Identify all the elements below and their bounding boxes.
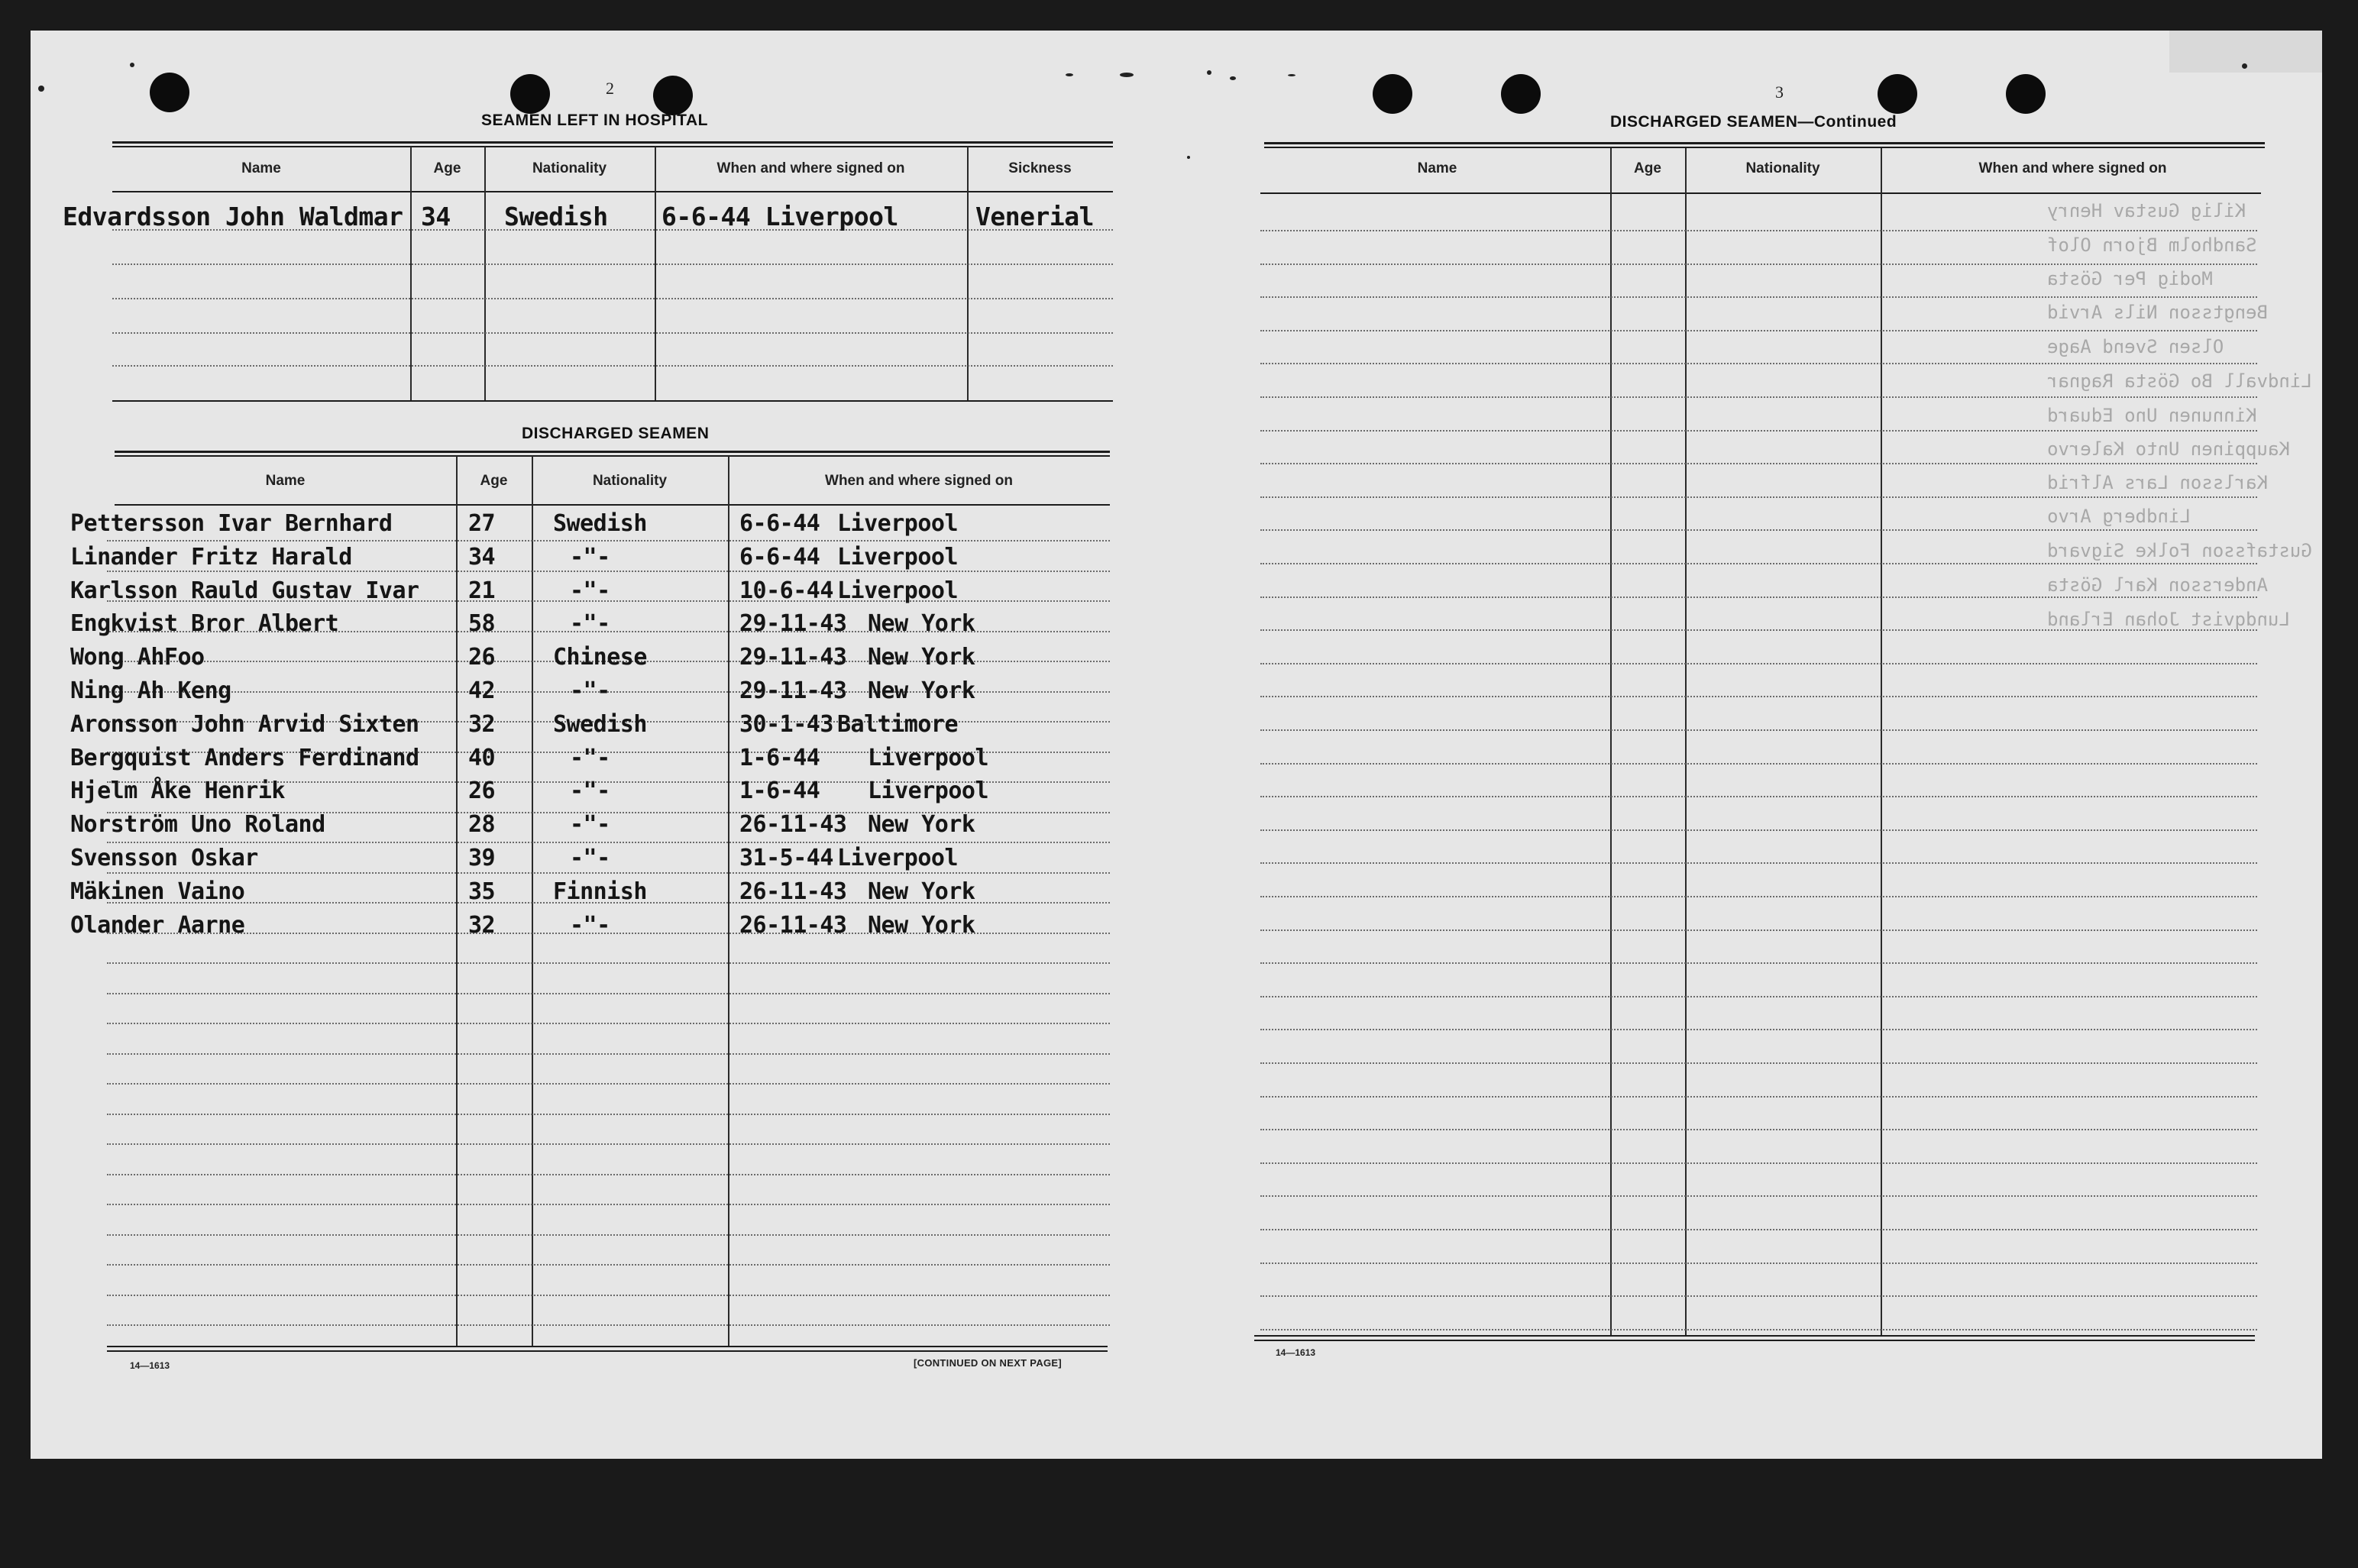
discharged-row-line: [107, 993, 1110, 994]
discharged-place-cell: Liverpool: [837, 845, 959, 871]
hospital-row-line: [112, 365, 1113, 367]
discharged-date-cell: 6-6-44: [739, 510, 820, 537]
right-row-line: [1260, 696, 2257, 697]
hospital-col-divider: [484, 147, 486, 400]
discharged-nationality-cell: Chinese: [553, 644, 647, 671]
dust-speck: [1066, 73, 1073, 76]
right-row-line: [1260, 1329, 2257, 1330]
right-row-line: [1260, 1229, 2257, 1230]
discharged-col-divider: [456, 456, 458, 1346]
discharged-place-cell: Liverpool: [837, 543, 959, 571]
right-row-line: [1260, 1262, 2257, 1264]
discharged-row-line: [107, 1114, 1110, 1115]
discharged-row-line: [107, 1295, 1110, 1296]
discharged-row-line: [107, 1234, 1110, 1236]
hospital-age-cell: 34: [421, 202, 451, 231]
discharged-row-line: [107, 872, 1110, 874]
hospital-section-title: SEAMEN LEFT IN HOSPITAL: [481, 112, 708, 129]
right-row-line: [1260, 929, 2257, 931]
discharged-row-line: [107, 1083, 1110, 1085]
binder-hole: [510, 74, 550, 114]
discharged-name-cell: Ning Ah Keng: [70, 677, 231, 704]
dust-speck: [1207, 70, 1211, 75]
hospital-bottom-rule: [112, 400, 1113, 402]
binder-hole: [2006, 74, 2046, 114]
left-form-number: 14—1613: [130, 1360, 170, 1371]
right-row-line: [1260, 829, 2257, 831]
discharged-row-line: [107, 540, 1110, 542]
discharged-name-cell: Linander Fritz Harald: [70, 543, 352, 571]
discharged-nationality-cell: -"-: [570, 845, 610, 871]
right-row-line: [1260, 896, 2257, 897]
discharged-row-line: [107, 1264, 1110, 1266]
dust-speck: [38, 86, 44, 92]
dust-speck: [130, 63, 134, 67]
discharged-col-divider: [532, 456, 533, 1346]
discharged-date-cell: 26-11-43: [739, 878, 847, 905]
right-header-age: Age: [1634, 160, 1661, 176]
discharged-nationality-cell: -"-: [570, 610, 610, 638]
discharged-place-cell: New York: [868, 911, 975, 939]
right-row-line: [1260, 1162, 2257, 1164]
right-row-line: [1260, 1029, 2257, 1030]
discharged-place-cell: Liverpool: [837, 510, 959, 537]
discharged-place-cell: Baltimore: [837, 710, 959, 738]
discharged-section-title: DISCHARGED SEAMEN: [522, 425, 710, 442]
right-page-number: 3: [1775, 82, 1784, 102]
bleed-through-text: Bengtsson Nils Arvid: [2047, 302, 2268, 323]
discharged-age-cell: 26: [468, 644, 496, 671]
right-row-line: [1260, 1129, 2257, 1130]
right-row-line: [1260, 596, 2257, 598]
hospital-header-age: Age: [433, 160, 461, 176]
hospital-row-line: [112, 332, 1113, 334]
binder-hole: [653, 76, 693, 115]
discharged-place-cell: New York: [868, 610, 975, 638]
discharged-name-cell: Pettersson Ivar Bernhard: [70, 510, 393, 537]
right-row-line: [1260, 296, 2257, 298]
discharged-age-cell: 58: [468, 610, 496, 638]
left-page-number: 2: [606, 79, 614, 98]
right-row-line: [1260, 663, 2257, 664]
discharged-nationality-cell: -"-: [570, 677, 610, 704]
hospital-header-signed-on: When and where signed on: [716, 160, 905, 176]
right-row-line: [1260, 1195, 2257, 1197]
bleed-through-text: Kilig Gustav Henry: [2047, 200, 2246, 221]
bleed-through-text: Lindberg Arvo: [2047, 506, 2191, 527]
dust-speck: [1288, 74, 1295, 76]
right-col-divider: [1610, 148, 1612, 1335]
discharged-nationality-cell: -"-: [570, 811, 610, 839]
hospital-row-line: [112, 263, 1113, 265]
right-row-line: [1260, 862, 2257, 864]
discharged-name-cell: Hjelm Åke Henrik: [70, 778, 285, 805]
right-row-line: [1260, 996, 2257, 997]
right-row-line: [1260, 563, 2257, 564]
discharged-name-cell: Norström Uno Roland: [70, 811, 325, 839]
right-row-line: [1260, 1295, 2257, 1297]
hospital-sickness-cell: Venerial: [975, 202, 1094, 231]
discharged-place-cell: Liverpool: [868, 744, 989, 771]
discharged-age-cell: 39: [468, 845, 496, 871]
discharged-name-cell: Wong AhFoo: [70, 644, 205, 671]
right-header-rule: [1260, 192, 2261, 194]
hospital-top-rule-2: [112, 146, 1113, 147]
discharged-col-divider: [728, 456, 729, 1346]
binder-hole: [1501, 74, 1541, 114]
right-row-line: [1260, 463, 2257, 464]
bleed-through-text: Kauppinen Unto Kalervo: [2047, 438, 2290, 460]
right-row-line: [1260, 430, 2257, 432]
right-section-title: DISCHARGED SEAMEN—Continued: [1610, 113, 1897, 131]
hospital-signed-on-cell: 6-6-44 Liverpool: [661, 202, 898, 231]
right-top-rule-2: [1264, 147, 2265, 148]
discharged-place-cell: New York: [868, 878, 975, 905]
right-col-divider: [1685, 148, 1687, 1335]
discharged-date-cell: 29-11-43: [739, 610, 847, 638]
bleed-through-text: Modig Per Gösta: [2047, 268, 2213, 289]
discharged-top-rule: [115, 451, 1110, 453]
discharged-nationality-cell: Swedish: [553, 710, 647, 738]
right-row-line: [1260, 1062, 2257, 1064]
right-bottom-rule-2: [1254, 1340, 2255, 1341]
right-row-line: [1260, 962, 2257, 964]
discharged-place-cell: New York: [868, 677, 975, 704]
continued-note: [CONTINUED ON NEXT PAGE]: [914, 1357, 1063, 1369]
discharged-place-cell: Liverpool: [837, 577, 959, 604]
discharged-date-cell: 26-11-43: [739, 811, 847, 839]
right-row-line: [1260, 796, 2257, 797]
discharged-age-cell: 28: [468, 811, 496, 839]
discharged-age-cell: 32: [468, 911, 496, 939]
discharged-age-cell: 26: [468, 778, 496, 805]
discharged-name-cell: Karlsson Rauld Gustav Ivar: [70, 577, 419, 604]
bleed-through-text: Karlsson Lars Alfrid: [2047, 472, 2268, 493]
hospital-row-line: [112, 298, 1113, 299]
binder-hole: [1878, 74, 1917, 114]
discharged-name-cell: Aronsson John Arvid Sixten: [70, 710, 419, 738]
discharged-row-line: [107, 1143, 1110, 1145]
discharged-header-rule: [115, 504, 1110, 506]
dust-speck: [1120, 73, 1134, 77]
discharged-age-cell: 35: [468, 878, 496, 905]
discharged-header-age: Age: [480, 473, 508, 489]
discharged-row-line: [107, 571, 1110, 572]
discharged-age-cell: 21: [468, 577, 496, 604]
hospital-top-rule: [112, 141, 1113, 144]
discharged-row-line: [107, 1023, 1110, 1024]
discharged-date-cell: 1-6-44: [739, 744, 820, 771]
right-row-line: [1260, 230, 2257, 231]
discharged-place-cell: New York: [868, 811, 975, 839]
discharged-name-cell: Olander Aarne: [70, 911, 245, 939]
right-form-number: 14—1613: [1276, 1347, 1316, 1358]
discharged-date-cell: 31-5-44: [739, 845, 833, 871]
hospital-header-sickness: Sickness: [1008, 160, 1072, 176]
right-bottom-rule: [1254, 1335, 2255, 1337]
discharged-name-cell: Mäkinen Vaino: [70, 878, 245, 905]
discharged-age-cell: 32: [468, 710, 496, 738]
right-row-line: [1260, 1096, 2257, 1098]
discharged-header-signed-on: When and where signed on: [825, 473, 1013, 489]
discharged-date-cell: 6-6-44: [739, 543, 820, 571]
discharged-nationality-cell: -"-: [570, 577, 610, 604]
bleed-through-text: Olsen Svend Aage: [2047, 336, 2224, 357]
discharged-nationality-cell: -"-: [570, 911, 610, 939]
discharged-date-cell: 26-11-43: [739, 911, 847, 939]
dust-speck: [2242, 63, 2247, 69]
right-row-line: [1260, 363, 2257, 364]
right-top-rule: [1264, 142, 2265, 144]
discharged-name-cell: Engkvist Bror Albert: [70, 610, 339, 638]
hospital-col-divider: [655, 147, 656, 400]
discharged-nationality-cell: Swedish: [553, 510, 647, 537]
hospital-header-rule: [112, 191, 1113, 192]
discharged-bottom-rule: [107, 1346, 1108, 1347]
discharged-nationality-cell: -"-: [570, 543, 610, 571]
dust-speck: [1187, 156, 1190, 159]
binder-hole: [1373, 74, 1412, 114]
right-row-line: [1260, 529, 2257, 531]
discharged-bottom-rule-2: [107, 1350, 1108, 1352]
right-header-name: Name: [1417, 160, 1457, 176]
discharged-date-cell: 10-6-44: [739, 577, 833, 604]
discharged-row-line: [107, 1204, 1110, 1205]
hospital-col-divider: [410, 147, 412, 400]
hospital-name-cell: Edvardsson John Waldmar: [63, 202, 403, 231]
hospital-header-name: Name: [241, 160, 281, 176]
bleed-through-text: Gustafsson Folke Sigvard: [2047, 540, 2312, 561]
right-header-signed-on: When and where signed on: [1978, 160, 2167, 176]
discharged-top-rule-2: [115, 455, 1110, 457]
right-row-line: [1260, 763, 2257, 765]
right-row-line: [1260, 263, 2257, 265]
right-row-line: [1260, 330, 2257, 331]
discharged-nationality-cell: -"-: [570, 744, 610, 771]
hospital-col-divider: [967, 147, 969, 400]
right-col-divider: [1881, 148, 1882, 1335]
right-row-line: [1260, 496, 2257, 498]
discharged-name-cell: Svensson Oskar: [70, 845, 258, 871]
bleed-through-text: Lindvall Bo Gösta Ragnar: [2047, 370, 2312, 392]
discharged-date-cell: 29-11-43: [739, 677, 847, 704]
binder-hole: [150, 73, 189, 112]
discharged-row-line: [107, 1053, 1110, 1055]
discharged-date-cell: 1-6-44: [739, 778, 820, 805]
bleed-through-text: Lundqvist Johan Erland: [2047, 609, 2290, 630]
dust-speck: [1230, 76, 1236, 80]
right-row-line: [1260, 396, 2257, 398]
bleed-through-text: Andersson Karl Gösta: [2047, 574, 2268, 596]
discharged-nationality-cell: Finnish: [553, 878, 647, 905]
right-row-line: [1260, 729, 2257, 731]
discharged-age-cell: 42: [468, 677, 496, 704]
discharged-date-cell: 30-1-43: [739, 710, 833, 738]
discharged-age-cell: 34: [468, 543, 496, 571]
bleed-through-text: Sandholm Bjorn Olof: [2047, 234, 2257, 256]
hospital-header-nationality: Nationality: [532, 160, 607, 176]
discharged-age-cell: 40: [468, 744, 496, 771]
discharged-place-cell: Liverpool: [868, 778, 989, 805]
discharged-header-nationality: Nationality: [592, 473, 668, 489]
discharged-date-cell: 29-11-43: [739, 644, 847, 671]
bleed-through-text: Kinnunen Uno Eduard: [2047, 405, 2257, 426]
discharged-row-line: [107, 962, 1110, 964]
discharged-row-line: [107, 1174, 1110, 1175]
discharged-nationality-cell: -"-: [570, 778, 610, 805]
right-header-nationality: Nationality: [1745, 160, 1820, 176]
discharged-row-line: [107, 1324, 1110, 1326]
hospital-nationality-cell: Swedish: [504, 202, 608, 231]
discharged-age-cell: 27: [468, 510, 496, 537]
discharged-place-cell: New York: [868, 644, 975, 671]
discharged-row-line: [107, 842, 1110, 843]
discharged-header-name: Name: [265, 473, 306, 489]
discharged-name-cell: Bergquist Anders Ferdinand: [70, 744, 419, 771]
